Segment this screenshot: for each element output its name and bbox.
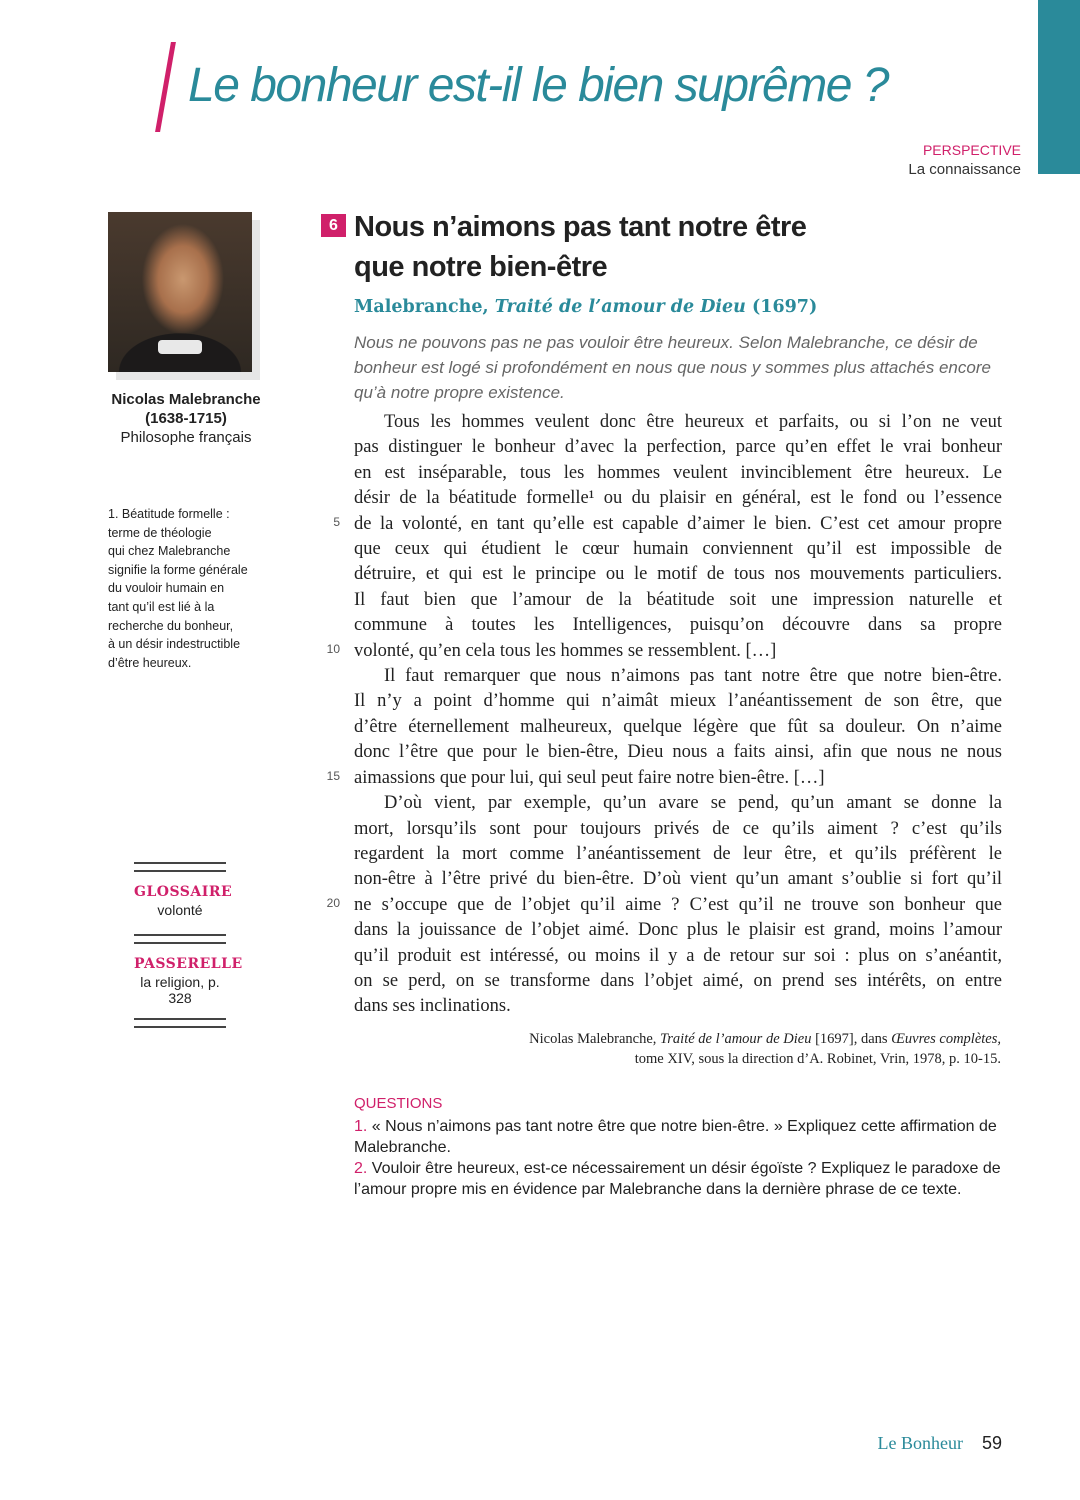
divider <box>134 934 226 944</box>
perspective-label: PERSPECTIVE <box>922 142 1021 158</box>
line-number: 10 <box>326 642 340 656</box>
passerelle-box <box>134 934 243 1028</box>
text-line: regardent la mort comme l’anéantissement de leur être, et qu’ils préfèrent le <box>354 843 1002 864</box>
text-line: dans ses inclinations. <box>354 996 511 1017</box>
question-number: 2. <box>354 1160 368 1177</box>
text-line: donc l’être que pour le bien-être, Dieu nous a faits ainsi, afin que nous ne nous <box>354 742 1002 763</box>
document-number-badge: 6 <box>321 214 346 237</box>
footnote-line: terme de théologie <box>108 525 212 540</box>
divider <box>134 1018 226 1028</box>
text-line: commune à toutes les Intelligences, puisqu’on découvre dans sa propre <box>354 615 1002 636</box>
questions-heading: QUESTIONS <box>354 1095 443 1112</box>
text-line: détruire, et qui est le principe ou le motif de tous nos mouvements particuliers. <box>354 564 1002 585</box>
author-caption <box>96 390 276 447</box>
source-year: (1697) <box>752 297 818 317</box>
text-line: en est inséparable, tous les hommes veulent invinciblement être heureux. Le <box>354 462 1002 483</box>
document-title-line: Nous n’aimons pas tant notre être <box>354 211 807 243</box>
footnote-line: recherche du bonheur, <box>108 618 234 633</box>
text-line: non-être à l’être privé du bien-être. D’où vient qu’un amant s’oublie si fort qu’il <box>354 869 1002 890</box>
citation-date: [1697], dans <box>815 1031 888 1047</box>
glossary-term[interactable]: volonté <box>157 902 203 918</box>
divider <box>134 862 226 872</box>
question-number: 1. <box>354 1118 368 1135</box>
footnote-line: d’être heureux. <box>108 655 192 670</box>
citation-work: Traité de l’amour de Dieu <box>660 1031 812 1047</box>
line-number: 15 <box>326 769 340 783</box>
document-intro: Nous ne pouvons pas ne pas vouloir être heureux. Selon Malebranche, ce désir de bonheur est logé si profondément en nous que nous y sommes plus attachés encore qu’à notre propre existence. <box>354 333 991 402</box>
title-accent-bar <box>155 42 176 132</box>
text-line: Il faut remarquer que nous n’aimons pas tant notre être que notre bien-être. <box>384 666 1002 687</box>
glossary-label: GLOSSAIRE <box>134 884 233 900</box>
footnote-line: qui chez Malebranche <box>108 544 231 559</box>
question-text: « Nous n’aimons pas tant notre être que notre bien-être. » Expliquez cette affirmation de Malebranche. <box>354 1118 997 1156</box>
footnote <box>108 505 268 672</box>
author-portrait <box>108 212 252 372</box>
page-title: Le bonheur est-il le bien suprême ? <box>188 59 888 112</box>
perspective-value: La connaissance <box>908 161 1021 178</box>
text-line: D’où vient, par exemple, qu’un avare se pend, qu’un amant se donne la <box>384 793 1002 814</box>
text-line: mort, lorsqu’ils sont pour toujours privés de ce qu’ils aiment ? c’est qu’ils <box>354 818 1002 839</box>
passerelle-label: PASSERELLE <box>134 956 243 972</box>
text-line: Il faut bien que l’amour de la béatitude soit une impression naturelle et <box>354 589 1002 610</box>
text-line: d’être éternellement malheureux, quelque légère que fût sa douleur. On n’aime <box>354 716 1002 737</box>
footnote-line: tant qu’il est lié à la <box>108 599 215 614</box>
text-line: aimassions que pour lui, qui seul peut faire notre bien-être. […] <box>354 767 825 788</box>
chapter-tab <box>1038 0 1080 174</box>
document-body <box>354 410 1002 1020</box>
footnote-line: du vouloir humain en <box>108 581 225 596</box>
footnote-line: à un désir indestructible <box>108 637 241 652</box>
citation-collection: Œuvres complètes, <box>891 1031 1001 1047</box>
author-name: Nicolas Malebranche <box>111 391 261 408</box>
page-number: 59 <box>981 1433 1002 1453</box>
author-dates: (1638-1715) <box>145 410 227 427</box>
document-title <box>354 207 806 287</box>
question-text: Vouloir être heureux, est-ce nécessairement un désir égoïste ? Expliquez le paradoxe de l’amour propre mis en évidence par Malebranche dans la dernière phrase de ce texte. <box>354 1160 1001 1198</box>
text-line: on se perd, on se transforme dans l’objet aimé, on prend ses intérêts, on entre <box>354 970 1002 991</box>
author-role: Philosophe français <box>120 429 252 446</box>
page-footer <box>877 1433 1002 1454</box>
text-line: désir de la béatitude formelle¹ ou du plaisir en général, est le fond ou l’essence <box>354 488 1002 509</box>
text-line: Tous les hommes veulent donc être heureux et parfaits, ou si l’on ne veut <box>384 412 1002 432</box>
question-item <box>354 1158 1014 1200</box>
question-item <box>354 1116 1014 1158</box>
footnote-line: 1. Béatitude formelle : <box>108 507 230 521</box>
text-line: Il n’y a point d’homme qui n’aimât mieux l’anéantissement de son être, que <box>354 691 1002 712</box>
text-line: qu’il produit est intéressé, ou moins il y a de retour sur soi : plus on s’anéantit, <box>354 945 1002 966</box>
source-author: Malebranche, <box>354 297 489 317</box>
text-line: volonté, qu’en cela tous les hommes se ressemblent. […] <box>354 640 777 661</box>
document-source <box>354 297 817 317</box>
passerelle-link[interactable]: la religion, p. 328 <box>140 974 220 1006</box>
citation-line2: tome XIV, sous la direction d’A. Robinet, Vrin, 1978, p. 10-15. <box>634 1051 1001 1067</box>
text-line: que ceux qui étudient le cœur humain conviennent qu’il est impossible de <box>354 539 1002 560</box>
text-line: dans la jouissance de l’objet aimé. Donc plus le plaisir est grand, moins l’amour <box>354 920 1002 941</box>
line-number: 5 <box>333 515 340 529</box>
source-work: Traité de l’amour de Dieu <box>494 297 746 317</box>
line-number: 20 <box>326 896 340 910</box>
questions-block <box>354 1093 1014 1200</box>
perspective-block <box>908 140 1021 180</box>
text-line: ne s’occupe que de l’objet qu’il aime ? C’est qu’il ne trouve son bonheur que <box>354 894 1002 915</box>
citation <box>529 1029 1001 1069</box>
footer-chapter: Le Bonheur <box>877 1433 963 1453</box>
portrait-collar <box>158 340 202 354</box>
text-line: de la volonté, en tant qu’elle est capable d’aimer le bien. C’est cet amour propre <box>354 513 1002 534</box>
glossary-box <box>134 862 233 918</box>
citation-author: Nicolas Malebranche, <box>529 1031 657 1047</box>
text-line: pas distinguer le bonheur d’avec la perfection, parce qu’en effet le vrai bonheur <box>354 437 1002 458</box>
footnote-line: signifie la forme générale <box>108 562 248 577</box>
document-title-line: que notre bien-être <box>354 251 608 283</box>
